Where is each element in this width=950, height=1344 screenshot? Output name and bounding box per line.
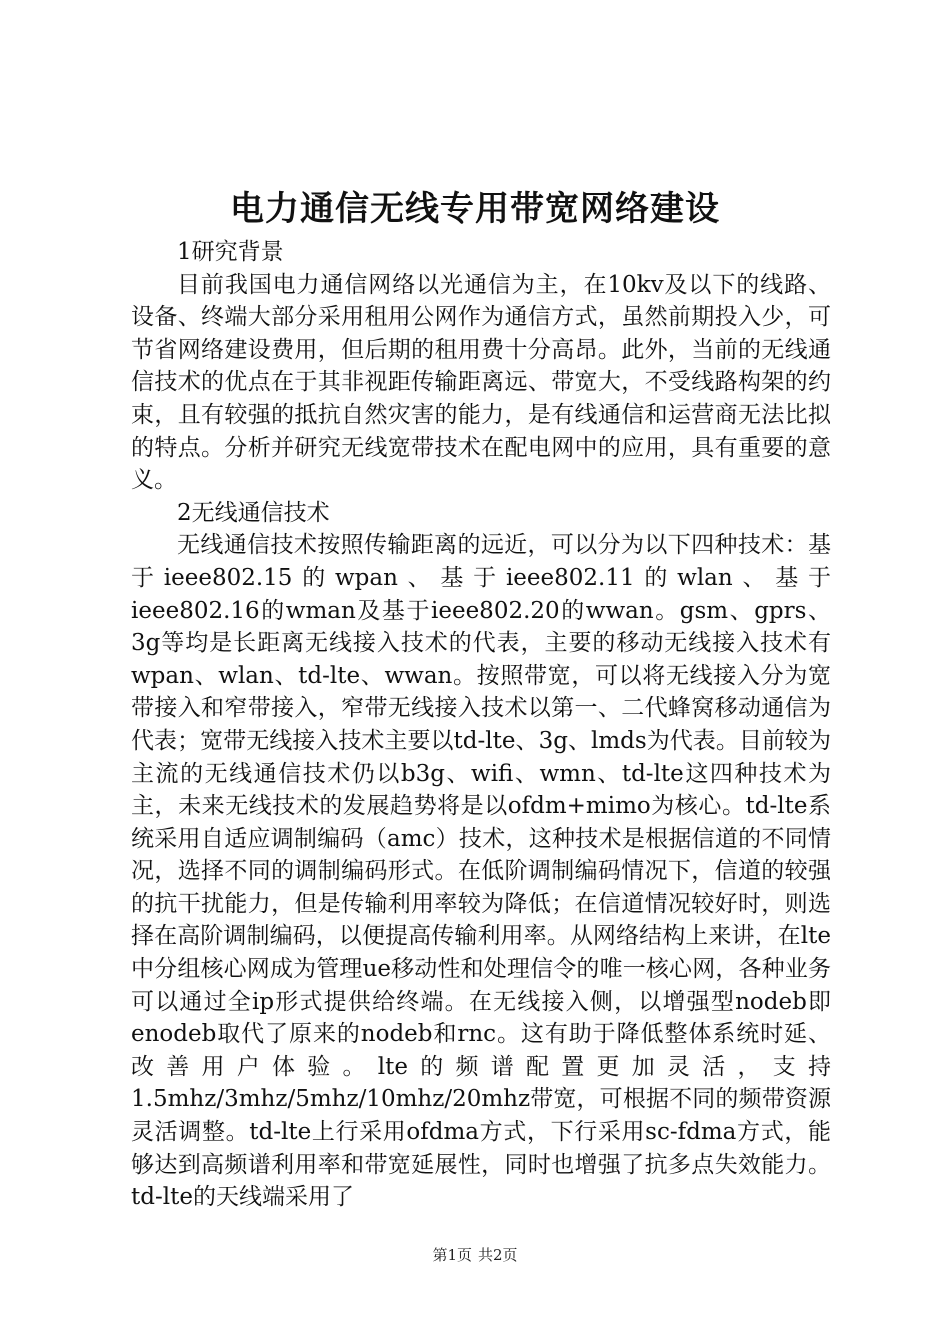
page-number: 第1页 <box>432 1246 472 1264</box>
section-heading-research-background: 1研究背景 <box>177 239 284 265</box>
document-body <box>131 236 831 1214</box>
page-footer <box>0 1245 950 1265</box>
page-total: 共2页 <box>478 1246 518 1264</box>
section-heading-wireless-tech: 2无线通信技术 <box>177 499 330 526</box>
paragraph-wireless-tech: 无线通信技术按照传输距离的远近，可以分为以下四种技术：基于ieee802.15的wpan、基于ieee802.11的wlan、基于ieee802.16的wman及基于ieee802.20的wwan。gsm、gprs、3g等均是长距离无线接入技术的代表，主要的移动无线接入技术有wpan、wlan、td-lte、wwan。按照带宽，可以将无线接入分为宽带接入和窄带接入，窄带无线接入技术以第一、二代蜂窝移动通信为代表；宽带无线接入技术主要以td-lte、3g、lmds为代表。目前较为主流的无线通信技术仍以b3g、wifi、wmn、td-lte这四种技术为主，未来无线技术的发展趋势将是以ofdm+mimo为核心。td-lte系统采用自适应调制编码（amc）技术，这种技术是根据信道的不同情况，选择不同的调制编码形式。在低阶调制编码情况下，信道的较强的抗干扰能力，但是传输利用率较为降低；在信道情况较好时，则选择在高阶调制编码，以便提高传输利用率。从网络结构上来讲，在lte中分组核心网成为管理ue移动性和处理信令的唯一核心网，各种业务可以通过全ip形式提供给终端。在无线接入侧，以增强型nodeb即enodeb取代了原来的nodeb和rnc。这有助于降低整体系统时延、改善用户体验。lte的频谱配置更加灵活，支持1.5mhz/3mhz/5mhz/10mhz/20mhz带宽，可根据不同的频带资源灵活调整。td-lte上行采用ofdma方式，下行采用sc-fdma方式，能够达到高频谱利用率和带宽延展性，同时也增强了抗多点失效能力。td-lte的天线端采用了 <box>131 532 831 1211</box>
document-title: 电力通信无线专用带宽网络建设 <box>230 189 720 229</box>
paragraph-research-background: 目前我国电力通信网络以光通信为主，在10kv及以下的线路、设备、终端大部分采用租用公网作为通信方式，虽然前期投入少，可节省网络建设费用，但后期的租用费十分高昂。此外，当前的无线通信技术的优点在于其非视距传输距离远、带宽大，不受线路构架的约束，且有较强的抵抗自然灾害的能力，是有线通信和运营商无法比拟的特点。分析并研究无线宽带技术在配电网中的应用，具有重要的意义。 <box>131 271 831 494</box>
